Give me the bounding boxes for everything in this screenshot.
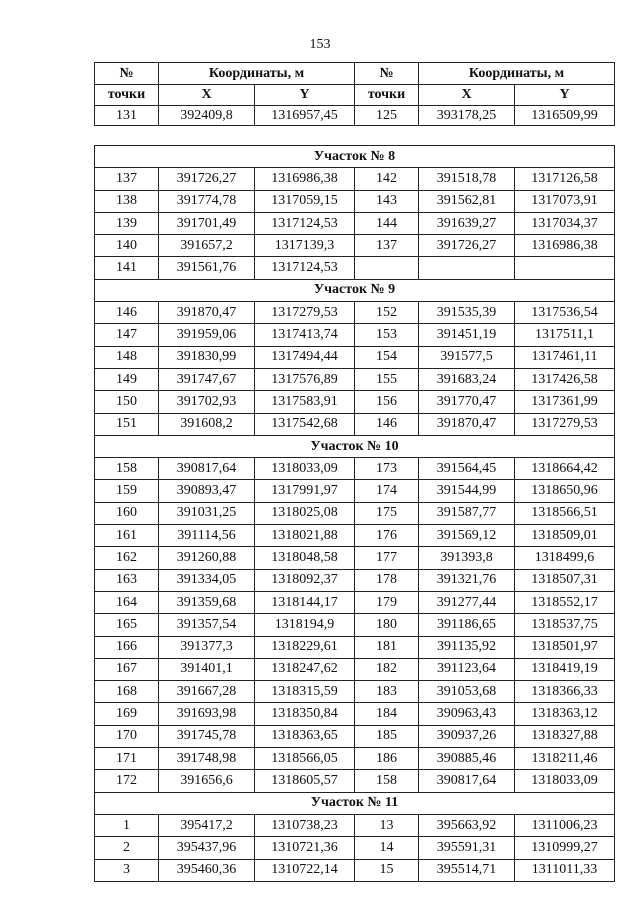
table-cell: 165 [95,614,159,636]
table-cell: 391577,5 [419,346,515,368]
table-row [95,569,615,591]
table-cell: 142 [355,168,419,190]
table-cell: 1317494,44 [255,346,355,368]
table-cell: 146 [95,302,159,324]
table-cell: 391186,65 [419,614,515,636]
table-cell: 163 [95,569,159,591]
table-cell: 1318499,6 [515,547,615,569]
table-cell: 149 [95,368,159,390]
table-cell: 1317073,91 [515,190,615,212]
table-cell: 138 [95,190,159,212]
page-number: 153 [309,37,331,52]
table-cell: 1317583,91 [255,391,355,413]
table-cell: 160 [95,502,159,524]
table-cell: 391031,25 [159,502,255,524]
table-cell: 391334,05 [159,569,255,591]
table-cell: 391277,44 [419,591,515,613]
table-cell: 391114,56 [159,525,255,547]
table-cell: 391657,2 [159,235,255,257]
coordinates-header: Координаты, м [159,63,355,85]
table-cell: 1316957,45 [255,106,355,126]
table-cell: 1318605,57 [255,770,355,792]
table-cell: 391321,76 [419,569,515,591]
table-cell: 137 [355,235,419,257]
table-cell: 150 [95,391,159,413]
table-cell: 1318537,75 [515,614,615,636]
table-cell: 1318033,09 [255,458,355,480]
table-cell: 390817,64 [419,770,515,792]
table-cell: 164 [95,591,159,613]
table-cell: 156 [355,391,419,413]
table-cell: 1317576,89 [255,368,355,390]
table-cell: 391518,78 [419,168,515,190]
table-cell: 1318048,58 [255,547,355,569]
table-row [95,480,615,502]
coordinates-header: Координаты, м [419,63,615,85]
table-row [95,106,615,126]
table-cell: 151 [95,413,159,435]
table-row [95,859,615,881]
point-number-subheader: точки [355,85,419,106]
table-cell: 391608,2 [159,413,255,435]
table-cell: 391745,78 [159,725,255,747]
table-cell: 1317511,1 [515,324,615,346]
table-cell: 144 [355,212,419,234]
table-cell: 1318419,19 [515,658,615,680]
table-cell: 1310738,23 [255,814,355,836]
table-cell: 391564,45 [419,458,515,480]
table-cell: 1317361,99 [515,391,615,413]
table-cell: 390885,46 [419,748,515,770]
table-cell: 162 [95,547,159,569]
table-cell: 391123,64 [419,658,515,680]
table-cell: 173 [355,458,419,480]
table-cell: 172 [95,770,159,792]
table-row [95,458,615,480]
table-cell: 395591,31 [419,837,515,859]
table-cell: 177 [355,547,419,569]
table-cell: 158 [355,770,419,792]
table-cell: 1310721,36 [255,837,355,859]
coordinates-table [94,145,615,882]
table-cell: 141 [95,257,159,279]
table-cell: 1316986,38 [515,235,615,257]
table-cell: 125 [355,106,419,126]
section-title: Участок № 8 [95,146,615,168]
table-cell: 395460,36 [159,859,255,881]
table-cell: 1317413,74 [255,324,355,346]
table-cell: 1318247,62 [255,658,355,680]
table-row [95,168,615,190]
table-cell: 139 [95,212,159,234]
table-row [95,346,615,368]
table-cell: 137 [95,168,159,190]
table-cell: 1316986,38 [255,168,355,190]
table-cell: 183 [355,681,419,703]
table-cell: 146 [355,413,419,435]
table-cell: 1310999,27 [515,837,615,859]
table-row [95,703,615,725]
table-cell: 1317991,97 [255,480,355,502]
section-title: Участок № 11 [95,792,615,814]
table-cell: 1318025,08 [255,502,355,524]
table-cell: 1317542,68 [255,413,355,435]
table-cell: 391702,93 [159,391,255,413]
table-cell [515,257,615,279]
table-cell: 390963,43 [419,703,515,725]
table-cell: 391561,76 [159,257,255,279]
table-cell: 180 [355,614,419,636]
table-cell: 13 [355,814,419,836]
table-cell: 1318229,61 [255,636,355,658]
table-cell: 170 [95,725,159,747]
table-cell: 391701,49 [159,212,255,234]
table-cell: 140 [95,235,159,257]
table-cell: 1317059,15 [255,190,355,212]
table-row [95,614,615,636]
table-cell: 1318664,42 [515,458,615,480]
table-cell: 391656,6 [159,770,255,792]
table-cell: 391774,78 [159,190,255,212]
x-column-header: X [159,85,255,106]
table-cell: 391544,99 [419,480,515,502]
table-cell: 182 [355,658,419,680]
table-cell: 168 [95,681,159,703]
table-cell: 176 [355,525,419,547]
table-cell: 159 [95,480,159,502]
table-cell: 3 [95,859,159,881]
table-cell: 1311006,23 [515,814,615,836]
section-title: Участок № 10 [95,435,615,457]
table-cell: 1318552,17 [515,591,615,613]
table-cell: 131 [95,106,159,126]
table-cell: 161 [95,525,159,547]
table-cell: 391451,19 [419,324,515,346]
table-cell: 153 [355,324,419,346]
table-cell: 1318033,09 [515,770,615,792]
table-cell: 391748,98 [159,748,255,770]
table-cell: 391639,27 [419,212,515,234]
table-cell: 1318363,65 [255,725,355,747]
section-title-row [95,279,615,301]
table-cell: 184 [355,703,419,725]
table-cell: 393178,25 [419,106,515,126]
table-cell: 391747,67 [159,368,255,390]
table-cell: 390937,26 [419,725,515,747]
table-cell: 1317426,58 [515,368,615,390]
table-cell: 14 [355,837,419,859]
table-cell: 1318327,88 [515,725,615,747]
table-cell: 391401,1 [159,658,255,680]
table-cell: 1318350,84 [255,703,355,725]
table-cell: 1317461,11 [515,346,615,368]
table-cell: 174 [355,480,419,502]
table-row [95,636,615,658]
table-row [95,324,615,346]
table-cell: 1317279,53 [255,302,355,324]
table-cell: 1318366,33 [515,681,615,703]
table-row [95,681,615,703]
table-row [95,591,615,613]
table-cell: 395437,96 [159,837,255,859]
point-number-header: № [355,63,419,85]
table-cell: 391870,47 [419,413,515,435]
point-number-subheader: точки [95,85,159,106]
point-number-header: № [95,63,159,85]
table-cell: 185 [355,725,419,747]
table-cell: 1317279,53 [515,413,615,435]
section-title-row [95,792,615,814]
table-cell: 147 [95,324,159,346]
table-cell: 391587,77 [419,502,515,524]
table-row [95,302,615,324]
table-cell: 1318507,31 [515,569,615,591]
table-row [95,770,615,792]
table-cell: 391683,24 [419,368,515,390]
x-column-header: X [419,85,515,106]
table-cell: 391693,98 [159,703,255,725]
table-cell: 391870,47 [159,302,255,324]
table-cell: 1 [95,814,159,836]
coordinates-header-table [94,62,615,126]
table-row [95,525,615,547]
table-cell [419,257,515,279]
table-cell: 1317124,53 [255,212,355,234]
table-cell: 1316509,99 [515,106,615,126]
table-cell: 167 [95,658,159,680]
table-cell: 1317139,3 [255,235,355,257]
table-cell: 391569,12 [419,525,515,547]
table-cell: 1318194,9 [255,614,355,636]
table-cell: 1318566,51 [515,502,615,524]
table-cell: 154 [355,346,419,368]
table-row [95,837,615,859]
section-title-row [95,435,615,457]
table-cell: 1318315,59 [255,681,355,703]
y-column-header: Y [255,85,355,106]
table-cell: 1318501,97 [515,636,615,658]
table-cell: 1311011,33 [515,859,615,881]
table-cell [355,257,419,279]
table-cell: 166 [95,636,159,658]
table-cell: 175 [355,502,419,524]
table-cell: 171 [95,748,159,770]
table-cell: 391393,8 [419,547,515,569]
table-cell: 143 [355,190,419,212]
table-cell: 391135,92 [419,636,515,658]
table-cell: 1318211,46 [515,748,615,770]
table-row [95,235,615,257]
table-cell: 391260,88 [159,547,255,569]
table-cell: 152 [355,302,419,324]
table-row [95,368,615,390]
table-cell: 395417,2 [159,814,255,836]
table-cell: 390817,64 [159,458,255,480]
table-row [95,547,615,569]
table-cell: 158 [95,458,159,480]
table-cell: 186 [355,748,419,770]
table-row [95,190,615,212]
table-cell: 1318650,96 [515,480,615,502]
table-cell: 391535,39 [419,302,515,324]
table-cell: 1318363,12 [515,703,615,725]
table-cell: 148 [95,346,159,368]
table-cell: 178 [355,569,419,591]
table-cell: 1317536,54 [515,302,615,324]
table-row [95,413,615,435]
section-title: Участок № 9 [95,279,615,301]
table-cell: 390893,47 [159,480,255,502]
table-row [95,502,615,524]
table-cell: 391562,81 [419,190,515,212]
table-cell: 391959,06 [159,324,255,346]
table-cell: 391726,27 [159,168,255,190]
table-cell: 1317126,58 [515,168,615,190]
table-cell: 391377,3 [159,636,255,658]
table-cell: 391770,47 [419,391,515,413]
table-cell: 1318144,17 [255,591,355,613]
table-cell: 1318509,01 [515,525,615,547]
table-cell: 155 [355,368,419,390]
table-row [95,391,615,413]
table-cell: 391053,68 [419,681,515,703]
section-title-row [95,146,615,168]
table-cell: 1318566,05 [255,748,355,770]
y-column-header: Y [515,85,615,106]
table-cell: 169 [95,703,159,725]
table-cell: 391830,99 [159,346,255,368]
table-cell: 391359,68 [159,591,255,613]
table-cell: 1317124,53 [255,257,355,279]
table-cell: 2 [95,837,159,859]
table-cell: 1317034,37 [515,212,615,234]
table-cell: 179 [355,591,419,613]
table-cell: 391357,54 [159,614,255,636]
table-cell: 15 [355,859,419,881]
table-cell: 181 [355,636,419,658]
table-row [95,212,615,234]
table-cell: 395663,92 [419,814,515,836]
table-cell: 391667,28 [159,681,255,703]
table-row [95,748,615,770]
table-cell: 1318092,37 [255,569,355,591]
table-cell: 392409,8 [159,106,255,126]
table-cell: 391726,27 [419,235,515,257]
table-row [95,725,615,747]
table-row [95,257,615,279]
table-cell: 1318021,88 [255,525,355,547]
table-cell: 1310722,14 [255,859,355,881]
table-row [95,814,615,836]
table-row [95,658,615,680]
table-cell: 395514,71 [419,859,515,881]
